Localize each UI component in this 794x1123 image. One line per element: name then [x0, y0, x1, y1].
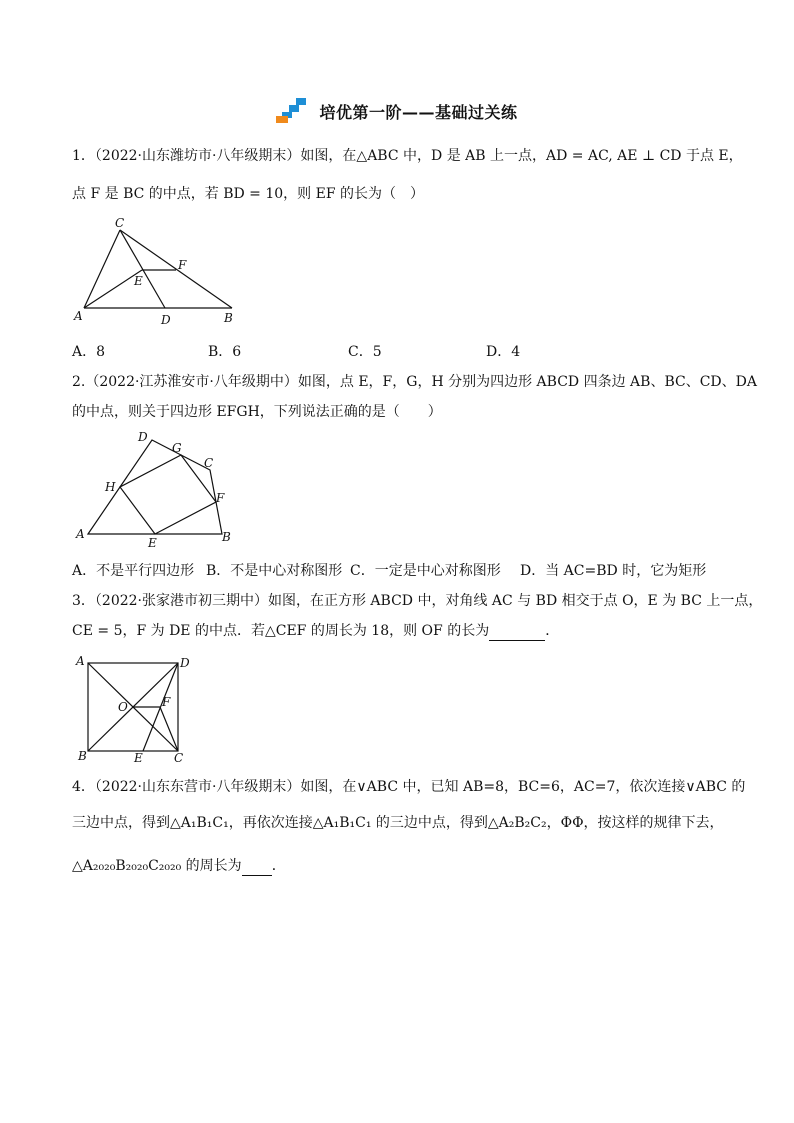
q3-label-o: O — [118, 700, 128, 714]
q2-label-d: D — [138, 430, 148, 444]
q1-triangle-figure — [70, 214, 250, 330]
q3-label-f: F — [162, 695, 171, 709]
q1-label-d: D — [161, 313, 171, 327]
q3-line1: 3．（2022·张家港市初三期中）如图，在正方形 ABCD 中，对角线 AC 与 BD 相交于点 O，E 为 BC 上一点， — [72, 593, 763, 609]
q1-segment-cd — [120, 230, 165, 308]
q1-option-b[interactable]: B．6 — [208, 344, 242, 360]
q3-label-a: A — [76, 654, 85, 668]
q2-label-c: C — [204, 456, 214, 470]
q4-line2: 三边中点，得到△A₁B₁C₁，再依次连接△A₁B₁C₁ 的三边中点，得到△A₂B₂C₂，ΦΦ，按这样的规律下去， — [72, 815, 724, 831]
q2-label-a: A — [76, 527, 85, 541]
q1-label-f: F — [178, 258, 187, 272]
q3-label-c: C — [174, 751, 184, 765]
q2-line2: 的中点，则关于四边形 EFGH，下列说法正确的是（ ） — [72, 404, 442, 420]
q2-option-a[interactable]: A．不是平行四边形 — [72, 563, 195, 579]
q1-label-e: E — [134, 274, 143, 288]
q2-label-f: F — [216, 491, 225, 505]
q3-line2-wrap — [72, 621, 559, 641]
q2-option-d[interactable]: D．当 AC=BD 时，它为矩形 — [520, 563, 707, 579]
q2-label-e: E — [148, 536, 157, 550]
section-header — [0, 98, 794, 124]
page-title: 培优第一阶——基础过关练 — [319, 102, 518, 122]
q3-label-b: B — [78, 749, 87, 763]
q1-line2: 点 F 是 BC 的中点，若 BD = 10，则 EF 的长为（ ） — [72, 186, 425, 202]
q1-line1: 1．（2022·山东潍坊市·八年级期末）如图，在△ABC 中，D 是 AB 上一点，AD = AC, AE ⊥ CD 于点 E， — [72, 148, 743, 164]
q3-label-e: E — [134, 751, 143, 765]
q2-line1: 2.（2022·江苏淮安市·八年级期中）如图，点 E，F，G，H 分别为四边形 ABCD 四条边 AB、BC、CD、DA — [72, 374, 757, 390]
q2-option-b[interactable]: B．不是中心对称图形 — [206, 563, 343, 579]
q1-side-cb — [120, 230, 232, 308]
q2-label-b: B — [222, 530, 231, 544]
q1-label-a: A — [74, 309, 83, 323]
q1-option-c[interactable]: C．5 — [348, 344, 382, 360]
q3-answer-blank[interactable] — [489, 626, 545, 641]
q1-label-c: C — [115, 216, 125, 230]
q1-option-a[interactable]: A．8 — [72, 344, 106, 360]
q2-label-h: H — [105, 480, 116, 494]
q3-line2: CE = 5，F 为 DE 的中点．若△CEF 的周长为 18，则 OF 的长为 — [72, 623, 490, 639]
staircase-logo-icon — [276, 98, 308, 124]
q3-segment-fc — [160, 707, 178, 751]
q1-option-d[interactable]: D．4 — [486, 344, 521, 360]
q3-line2-end: ． — [545, 623, 560, 639]
q4-line3-wrap — [72, 856, 286, 876]
q3-square-figure — [74, 654, 194, 766]
q4-line3: △A₂₀₂₀B₂₀₂₀C₂₀₂₀ 的周长为 — [72, 858, 242, 874]
q4-line1: 4．（2022·山东东营市·八年级期末）如图，在∨ABC 中，已知 AB=8，BC=6，AC=7，依次连接∨ABC 的 — [72, 779, 746, 795]
q1-label-b: B — [224, 311, 233, 325]
q2-option-c[interactable]: C．一定是中心对称图形 — [350, 563, 501, 579]
q3-label-d: D — [180, 656, 190, 670]
q4-line3-end: ． — [271, 858, 286, 874]
q4-answer-blank[interactable] — [242, 861, 272, 876]
q2-label-g: G — [172, 441, 182, 455]
q2-quadrilateral-figure — [70, 426, 250, 552]
